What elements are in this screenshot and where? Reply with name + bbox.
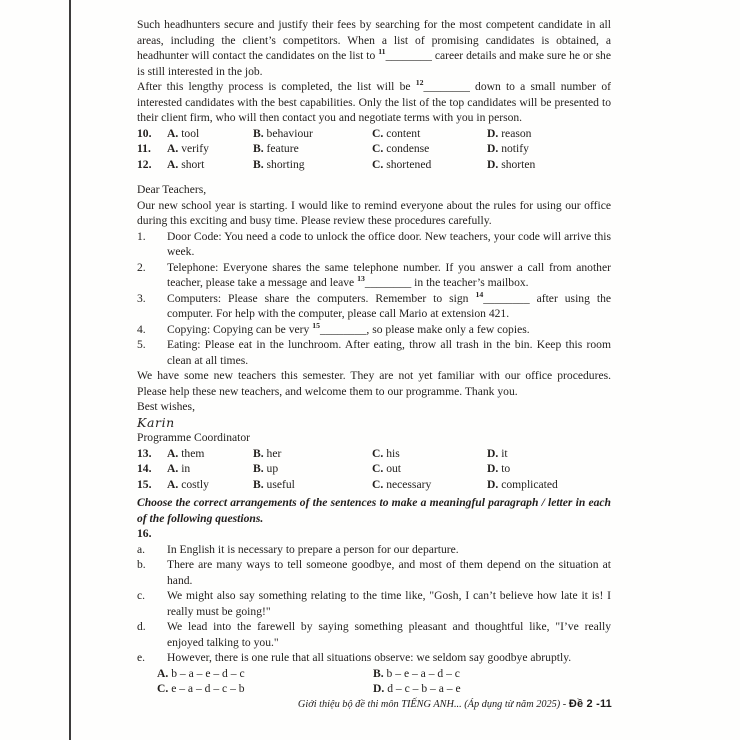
option-c: C. shortened	[372, 157, 432, 171]
list-marker: 3.	[137, 291, 146, 305]
option-d: D. it	[487, 446, 508, 460]
page-margin-rule	[69, 0, 71, 740]
question-number: 12.	[137, 157, 152, 171]
letter-rule-3	[137, 291, 611, 322]
letter-outro: We have some new teachers this semester. They are not yet familiar with our office procedures. Please help these new teachers, and welcome them to our programme. Thank you.	[137, 369, 611, 398]
sentence-b	[137, 557, 611, 588]
letter-rule-2	[137, 260, 611, 291]
option-a: A. tool	[167, 126, 200, 140]
blank-number-11: 11	[378, 47, 386, 57]
passage-paragraph-1	[137, 17, 611, 79]
footer-title: Giới thiệu bộ đề thi môn TIẾNG ANH... (Áp dụng từ năm 2025) -	[297, 699, 569, 710]
passage-paragraph-2	[137, 79, 611, 126]
list-marker: 5.	[137, 338, 146, 351]
sentence-d	[137, 619, 611, 650]
option-d: D. shorten	[487, 157, 536, 171]
answer-blank: ________	[423, 80, 470, 93]
question-row-11	[137, 141, 611, 157]
paragraph-text: down to a small number of interested candidates with the best capabilities. Only the list of the top candidates will be presented to their client firm, who will then contact you and negotiate terms with you in person.	[137, 80, 611, 124]
option-b: B. feature	[253, 142, 299, 155]
footer-page-label: Đề 2 -11	[568, 698, 612, 710]
question-number: 15.	[137, 477, 152, 491]
answer-d: D. d – c – b – a – e	[373, 682, 461, 695]
sentence-text: There are many ways to tell someone goodbye, and most of them depend on the situation at hand.	[167, 558, 611, 587]
list-marker: b.	[137, 558, 146, 571]
question-row-12	[137, 157, 611, 173]
signature-title: Programme Coordinator	[137, 431, 251, 444]
sentence-text: However, there is one rule that all situations observe: we seldom say goodbye abruptly.	[167, 651, 572, 664]
blank-number-14: 14	[475, 289, 484, 299]
answer-blank: ________	[320, 322, 367, 336]
answer-blank: ________	[385, 49, 432, 62]
question-16-answers-row-1	[157, 666, 611, 682]
question-16-number: 16.	[137, 527, 152, 540]
page-footer	[298, 698, 612, 710]
answer-b: B. b – e – a – d – c	[373, 666, 460, 680]
list-marker: 4.	[137, 322, 146, 336]
option-c: C. his	[372, 446, 400, 460]
paragraph-text: Such headhunters secure and justify their fees by searching for the most competent candidate in all areas, including the client’s competitors. When a list of promising candidates is obtained, a headhunter will contact the candidates on the list to	[137, 18, 611, 62]
question-number: 11.	[137, 142, 151, 155]
sentence-a	[137, 542, 611, 558]
rule-text: Door Code: You need a code to unlock the office door. New teachers, your code will arrive this week.	[167, 229, 611, 258]
option-a: A. in	[167, 462, 191, 475]
sentence-text: In English it is necessary to prepare a person for our departure.	[167, 542, 459, 556]
option-c: C. out	[372, 462, 402, 475]
page-content	[137, 17, 611, 697]
option-b: B. useful	[253, 477, 295, 491]
option-a: A. verify	[167, 142, 209, 155]
option-d: D. complicated	[487, 477, 558, 491]
option-c: C. content	[372, 126, 421, 140]
rule-text: Eating: Please eat in the lunchroom. After eating, throw all trash in the bin. Keep this room clean at all times.	[167, 338, 611, 367]
section-instruction: Choose the correct arrangements of the sentences to make a meaningful paragraph / letter in each of the following questions.	[137, 496, 611, 525]
question-number: 14.	[137, 462, 152, 475]
letter-rule-1	[137, 229, 611, 260]
question-number: 10.	[137, 126, 152, 140]
letter-rule-4	[137, 322, 611, 338]
option-b: B. behaviour	[253, 126, 313, 140]
option-b: B. her	[253, 446, 282, 460]
paragraph-text: After this lengthy process is completed, the list will be	[137, 80, 416, 93]
sentence-e	[137, 650, 611, 666]
option-a: A. short	[167, 157, 205, 171]
option-c: C. necessary	[372, 477, 432, 491]
question-row-13	[137, 446, 611, 462]
answer-a: A. b – a – e – d – c	[157, 666, 245, 680]
letter-intro: Our new school year is starting. I would like to remind everyone about the rules for using our office during this exciting and busy time. Please review these procedures carefully.	[137, 198, 611, 227]
answer-blank: ________	[483, 291, 530, 305]
question-16-answers-row-2	[157, 681, 611, 697]
sentence-c	[137, 588, 611, 619]
answer-c: C. e – a – d – c – b	[157, 682, 245, 695]
question-number: 13.	[137, 446, 152, 460]
signature: Karin	[137, 414, 175, 430]
option-b: B. up	[253, 462, 279, 475]
rule-text: Computers: Please share the computers. Remember to sign $^{14}$________ after using the computer. For help with the computer, please call Mario at extension 421.	[167, 289, 612, 320]
question-row-15	[137, 477, 611, 493]
paragraph-text: career details and make sure he or she is still interested in the job.	[137, 49, 611, 78]
letter-closing: Best wishes,	[137, 400, 195, 413]
blank-number-13: 13	[357, 274, 365, 284]
question-row-10	[137, 126, 611, 142]
list-marker: c.	[137, 589, 146, 602]
list-marker: e.	[137, 651, 146, 664]
answer-blank: ________	[364, 276, 412, 289]
option-a: A. costly	[167, 477, 209, 491]
option-c: C. condense	[372, 142, 430, 155]
option-d: D. reason	[487, 126, 532, 140]
list-marker: 1.	[137, 229, 146, 243]
option-d: D. notify	[487, 142, 529, 155]
letter-salutation: Dear Teachers,	[137, 183, 207, 196]
letter-rule-5	[137, 337, 611, 368]
option-a: A. them	[167, 446, 205, 460]
rule-text: Telephone: Everyone shares the same telephone number. If you answer a call from another teacher, please take a message and leave $^{13}$________ in the teacher’s mailbox.	[167, 260, 611, 289]
sentence-text: We lead into the farewell by saying something pleasant and thoughtful like, "I’ve really enjoyed talking to you."	[167, 620, 611, 649]
sentence-text: We might also say something relating to the time like, "Gosh, I can’t believe how late it is! I really must be going!"	[167, 589, 611, 618]
list-marker: d.	[137, 620, 146, 633]
option-b: B. shorting	[253, 157, 305, 171]
list-marker: 2.	[137, 260, 146, 274]
question-row-14	[137, 461, 611, 477]
blank-number-12: 12	[415, 78, 424, 88]
list-marker: a.	[137, 542, 146, 556]
rule-text: Copying: Copying can be very $^{15}$________, so please make only a few copies.	[167, 320, 530, 336]
blank-number-15: 15	[312, 320, 321, 330]
option-d: D. to	[487, 462, 511, 475]
